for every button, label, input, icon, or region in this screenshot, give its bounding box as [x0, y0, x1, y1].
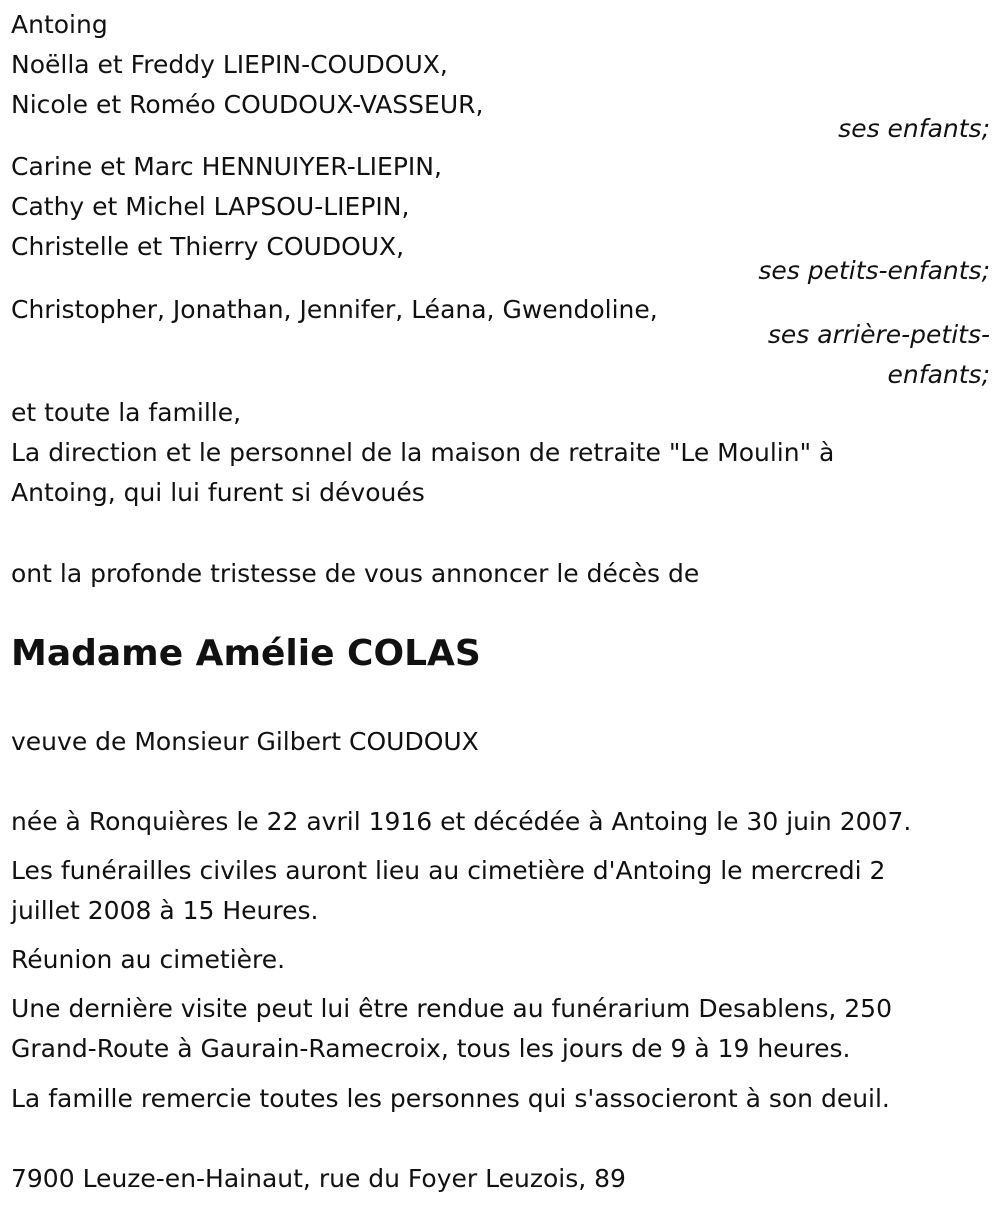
meeting-line: Réunion au cimetière.	[11, 945, 286, 974]
deceased-name: Madame Amélie COLAS	[11, 633, 481, 674]
announcement-line: ont la profonde tristesse de vous annoncer le décès de	[11, 559, 700, 588]
family-line: et toute la famille,	[11, 398, 242, 427]
staff-line-1: La direction et le personnel de la maison de retraite "Le Moulin" à	[11, 438, 835, 467]
grandchild-line-2: Cathy et Michel LAPSOU-LIEPIN,	[11, 192, 410, 221]
visit-line-1: Une dernière visite peut lui être rendue au funérarium Desablens, 250	[11, 994, 892, 1023]
great-grandchildren-role-line-2: enfants;	[887, 360, 990, 389]
thanks-line: La famille remercie toutes les personnes qui s'associeront à son deuil.	[11, 1084, 890, 1113]
child-line-1: Noëlla et Freddy LIEPIN-COUDOUX,	[11, 50, 448, 79]
grandchild-line-1: Carine et Marc HENNUIYER-LIEPIN,	[11, 152, 442, 181]
great-grandchildren-line: Christopher, Jonathan, Jennifer, Léana, Gwendoline,	[11, 295, 658, 324]
child-line-2: Nicole et Roméo COUDOUX-VASSEUR,	[11, 90, 484, 119]
children-role: ses enfants;	[838, 114, 990, 143]
funeral-line-1: Les funérailles civiles auront lieu au cimetière d'Antoing le mercredi 2	[11, 856, 886, 885]
address-line: 7900 Leuze-en-Hainaut, rue du Foyer Leuzois, 89	[11, 1164, 626, 1193]
birth-death-line: née à Ronquières le 22 avril 1916 et décédée à Antoing le 30 juin 2007.	[11, 807, 912, 836]
staff-line-2: Antoing, qui lui furent si dévoués	[11, 478, 425, 507]
widow-of-line: veuve de Monsieur Gilbert COUDOUX	[11, 727, 479, 756]
grandchild-line-3: Christelle et Thierry COUDOUX,	[11, 232, 405, 261]
grandchildren-role: ses petits-enfants;	[758, 256, 990, 285]
header-place: Antoing	[11, 10, 108, 39]
funeral-line-2: juillet 2008 à 15 Heures.	[11, 896, 319, 925]
visit-line-2: Grand-Route à Gaurain-Ramecroix, tous les jours de 9 à 19 heures.	[11, 1034, 851, 1063]
great-grandchildren-role-line-1: ses arrière-petits-	[767, 320, 990, 349]
